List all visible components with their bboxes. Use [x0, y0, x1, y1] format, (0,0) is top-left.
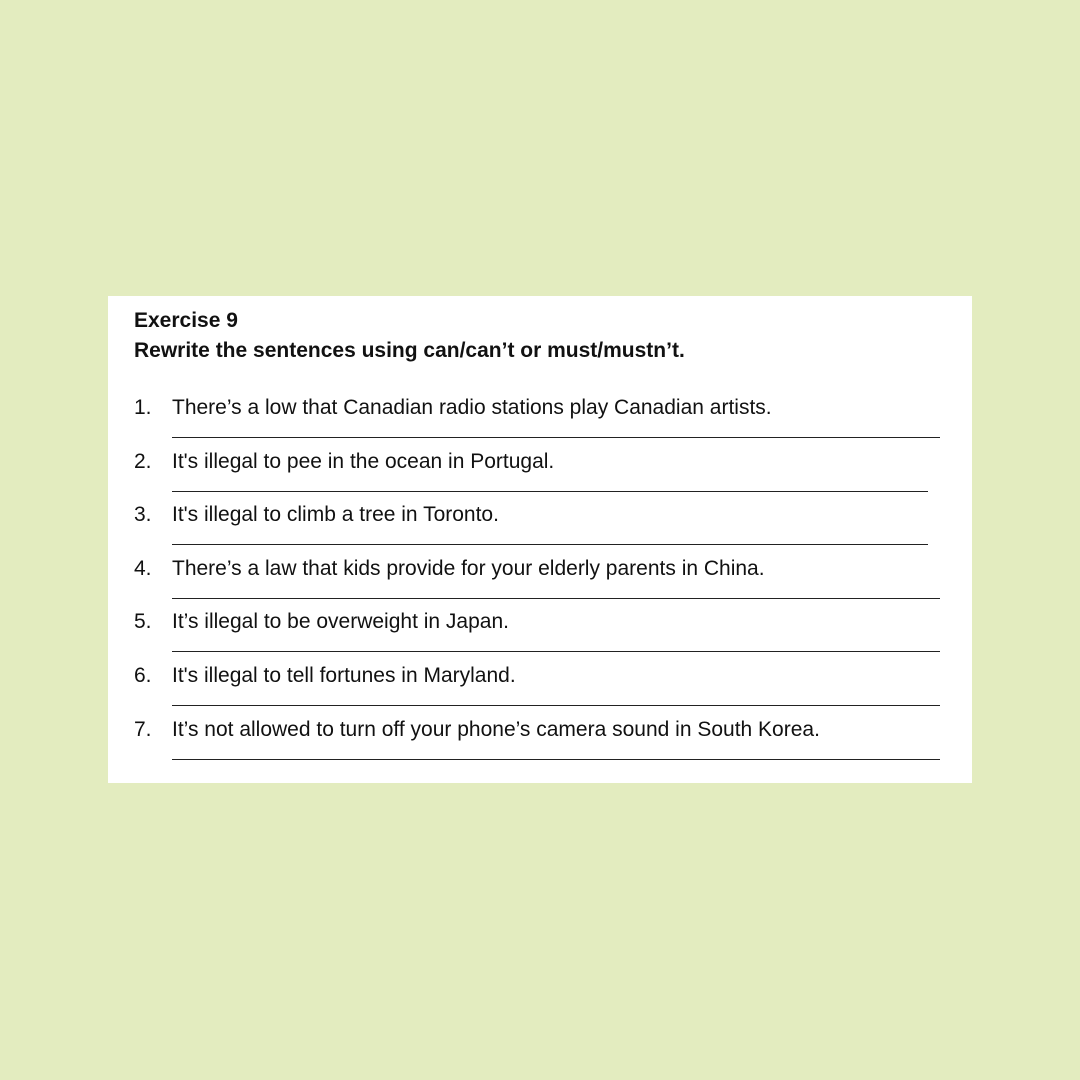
answer-line[interactable]: [172, 598, 940, 599]
exercise-item-1: [134, 396, 940, 446]
item-number: 5.: [134, 610, 152, 633]
exercise-item-3: [134, 503, 940, 553]
exercise-item-4: [134, 557, 940, 607]
answer-line[interactable]: [172, 544, 928, 545]
exercise-item-5: [134, 610, 940, 660]
exercise-instruction: Rewrite the sentences using can/can’t or must/mustn’t.: [134, 339, 685, 362]
answer-line[interactable]: [172, 491, 928, 492]
exercise-item-6: [134, 664, 940, 714]
item-sentence: There’s a low that Canadian radio stations play Canadian artists.: [172, 396, 772, 419]
item-sentence: It’s not allowed to turn off your phone’s camera sound in South Korea.: [172, 718, 820, 741]
answer-line[interactable]: [172, 759, 940, 760]
item-number: 4.: [134, 557, 152, 580]
item-number: 3.: [134, 503, 152, 526]
item-sentence: There’s a law that kids provide for your elderly parents in China.: [172, 557, 765, 580]
item-sentence: It's illegal to tell fortunes in Maryland.: [172, 664, 516, 687]
exercise-item-7: [134, 718, 940, 768]
answer-line[interactable]: [172, 651, 940, 652]
exercise-item-2: [134, 450, 940, 500]
item-number: 6.: [134, 664, 152, 687]
worksheet-card: [108, 296, 972, 783]
exercise-title: Exercise 9: [134, 309, 238, 332]
item-sentence: It’s illegal to be overweight in Japan.: [172, 610, 509, 633]
item-sentence: It's illegal to climb a tree in Toronto.: [172, 503, 499, 526]
item-sentence: It's illegal to pee in the ocean in Portugal.: [172, 450, 555, 473]
item-number: 7.: [134, 718, 152, 741]
item-number: 2.: [134, 450, 152, 473]
item-number: 1.: [134, 396, 152, 419]
answer-line[interactable]: [172, 437, 940, 438]
answer-line[interactable]: [172, 705, 940, 706]
